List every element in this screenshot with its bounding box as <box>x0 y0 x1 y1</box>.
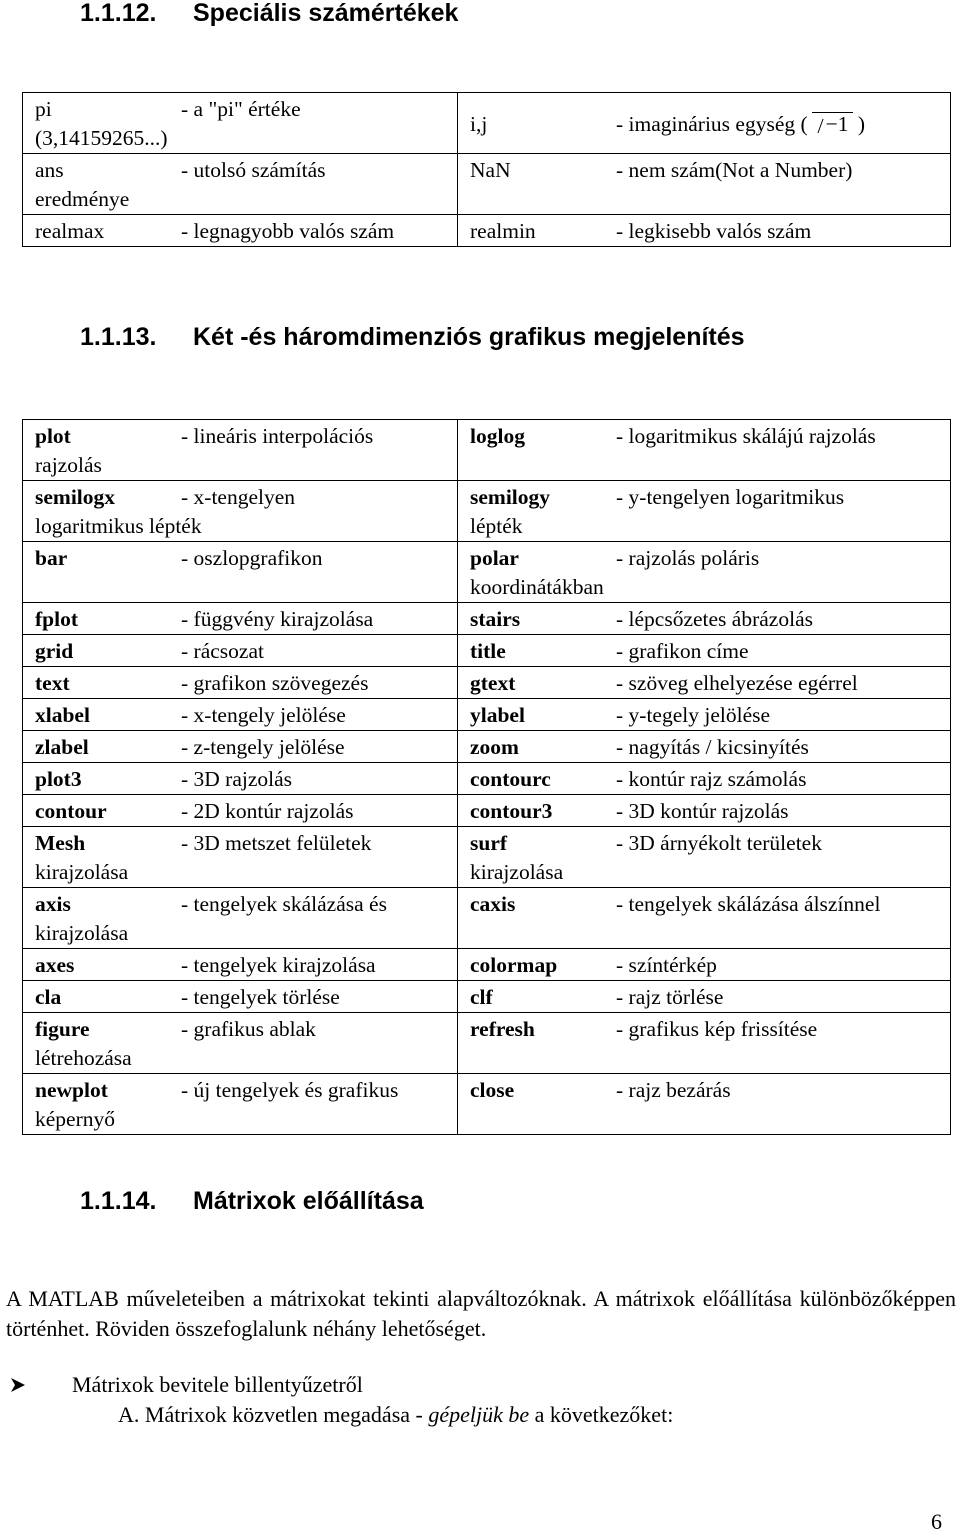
table-cell <box>458 420 951 481</box>
command-description: - grafikus ablak <box>181 1017 316 1041</box>
command-description: - nem szám(Not a Number) <box>616 158 853 182</box>
command-name: NaN <box>470 158 511 182</box>
table-cell <box>23 215 458 247</box>
table-cell <box>23 699 458 731</box>
command-description-continued: lépték <box>470 514 523 538</box>
table-row <box>23 542 951 603</box>
table-row <box>23 420 951 481</box>
section-title: Mátrixok előállítása <box>193 1187 424 1215</box>
command-description: - színtérkép <box>616 953 717 977</box>
table-cell <box>23 1074 458 1135</box>
command-name: refresh <box>470 1017 535 1041</box>
command-name: contour3 <box>470 799 553 823</box>
command-description-continued: rajzolás <box>35 453 102 477</box>
section-number: 1.1.14. <box>80 1187 157 1215</box>
command-description: - 3D árnyékolt területek <box>616 831 822 855</box>
command-description: - szöveg elhelyezése egérrel <box>616 671 858 695</box>
command-description: - rajz bezárás <box>616 1078 731 1102</box>
command-description: - 3D kontúr rajzolás <box>616 799 789 823</box>
table-cell <box>23 795 458 827</box>
command-name: text <box>35 671 70 695</box>
section-number: 1.1.12. <box>80 0 157 27</box>
table-row <box>23 215 951 247</box>
command-description: - legnagyobb valós szám <box>181 219 395 243</box>
table-row <box>23 888 951 949</box>
table-row <box>23 731 951 763</box>
command-description: - lépcsőzetes ábrázolás <box>616 607 813 631</box>
command-name: newplot <box>35 1078 108 1102</box>
command-description: - új tengelyek és grafikus <box>181 1078 399 1102</box>
bullet-text: Mátrixok bevitele billentyűzetről <box>72 1372 363 1397</box>
table-cell <box>23 981 458 1013</box>
command-description: - 2D kontúr rajzolás <box>181 799 354 823</box>
table-cell <box>23 154 458 215</box>
command-name: ylabel <box>470 703 525 727</box>
table-row <box>23 603 951 635</box>
table-row <box>23 635 951 667</box>
command-description-continued: (3,14159265...) <box>35 126 168 150</box>
command-name: clf <box>470 985 493 1009</box>
table-cell <box>23 603 458 635</box>
sub-item-prefix: A. Mátrixok közvetlen megadása - <box>118 1402 429 1427</box>
command-description: - nagyítás / kicsinyítés <box>616 735 809 759</box>
command-description-continued: koordinátákban <box>470 575 604 599</box>
table-cell <box>458 635 951 667</box>
command-description: - x-tengely jelölése <box>181 703 346 727</box>
command-name: fplot <box>35 607 78 631</box>
command-description-continued: logaritmikus lépték <box>35 514 202 538</box>
command-name: figure <box>35 1017 90 1041</box>
command-name: i,j <box>470 111 488 136</box>
table-cell <box>458 827 951 888</box>
command-description: - legkisebb valós szám <box>616 219 812 243</box>
table-cell <box>23 949 458 981</box>
command-name: contourc <box>470 767 551 791</box>
table-row <box>23 481 951 542</box>
table-cell <box>23 1013 458 1074</box>
command-name: ans <box>35 158 64 182</box>
table-cell <box>458 542 951 603</box>
command-description-continued: képernyő <box>35 1107 115 1131</box>
table-cell <box>458 731 951 763</box>
command-description: - grafikon szövegezés <box>181 671 369 695</box>
command-description-continued: kirajzolása <box>35 921 129 945</box>
command-description-continued: eredménye <box>35 187 130 211</box>
section-title: Speciális számértékek <box>193 0 459 27</box>
table-cell <box>458 481 951 542</box>
command-name: bar <box>35 546 68 570</box>
command-description: - z-tengely jelölése <box>181 735 345 759</box>
command-name: grid <box>35 639 74 663</box>
command-description: - a "pi" értéke <box>181 97 301 121</box>
command-name: axis <box>35 892 71 916</box>
command-name: axes <box>35 953 75 977</box>
command-name: realmin <box>470 219 536 243</box>
square-root-icon <box>812 112 853 135</box>
table-row <box>23 949 951 981</box>
command-description: - x-tengelyen <box>181 485 296 509</box>
command-name: plot3 <box>35 767 82 791</box>
command-name: realmax <box>35 219 105 243</box>
table-cell <box>458 763 951 795</box>
command-name: caxis <box>470 892 516 916</box>
command-description-continued: kirajzolása <box>35 860 129 884</box>
table-cell <box>23 420 458 481</box>
command-name: stairs <box>470 607 521 631</box>
command-name: xlabel <box>35 703 90 727</box>
table-cell <box>458 154 951 215</box>
intro-paragraph: A MATLAB műveleteiben a mátrixokat tekinti alapváltozóknak. A mátrixok előállítása különbözőképpen történhet. Röviden összefoglalunk néhány lehetőséget. <box>6 1286 956 1341</box>
table-row <box>23 667 951 699</box>
table-row <box>23 699 951 731</box>
table-cell <box>23 635 458 667</box>
table-row <box>23 1074 951 1135</box>
command-description: - tengelyek skálázása álszínnel <box>616 892 881 916</box>
command-name: zoom <box>470 735 519 759</box>
sub-item-suffix: a következőket: <box>529 1402 674 1427</box>
table-cell <box>458 795 951 827</box>
table-cell <box>458 981 951 1013</box>
command-description: - y-tegely jelölése <box>616 703 771 727</box>
table-cell <box>23 731 458 763</box>
table-row <box>23 154 951 215</box>
command-description: - imaginárius egység ( <box>616 111 808 136</box>
table-cell <box>458 1013 951 1074</box>
command-description: - függvény kirajzolása <box>181 607 374 631</box>
command-description: - kontúr rajz számolás <box>616 767 807 791</box>
table-row <box>23 1013 951 1074</box>
sub-item <box>118 1400 673 1430</box>
table-cell <box>23 93 458 154</box>
section-number: 1.1.13. <box>80 323 157 351</box>
command-name: plot <box>35 424 71 448</box>
sqrt-argument: −1 <box>825 111 849 136</box>
command-description: - rácsozat <box>181 639 264 663</box>
command-description-continued: létrehozása <box>35 1046 132 1070</box>
command-name: loglog <box>470 424 525 448</box>
command-description: - 3D rajzolás <box>181 767 293 791</box>
table-row <box>23 795 951 827</box>
table-cell <box>23 542 458 603</box>
table-cell <box>458 1074 951 1135</box>
command-name: semilogx <box>35 485 116 509</box>
table-cell <box>458 667 951 699</box>
table-row <box>23 981 951 1013</box>
sub-item-emphasis: gépeljük be <box>428 1402 530 1427</box>
command-description: - utolsó számítás <box>181 158 326 182</box>
command-description: - grafikus kép frissítése <box>616 1017 818 1041</box>
command-description: - y-tengelyen logaritmikus <box>616 485 845 509</box>
table-cell <box>23 481 458 542</box>
command-name: colormap <box>470 953 558 977</box>
table-row <box>23 827 951 888</box>
command-description: - lineáris interpolációs <box>181 424 374 448</box>
bullet-item <box>10 1370 363 1400</box>
command-description: - grafikon címe <box>616 639 749 663</box>
table-cell <box>458 93 951 154</box>
command-description: - tengelyek kirajzolása <box>181 953 376 977</box>
table-cell <box>458 888 951 949</box>
table-row <box>23 763 951 795</box>
table-cell <box>23 888 458 949</box>
section-heading-matrices <box>80 1187 424 1216</box>
command-name: cla <box>35 985 62 1009</box>
page-number: 6 <box>931 1509 942 1534</box>
command-name: contour <box>35 799 107 823</box>
command-name: pi <box>35 97 52 121</box>
command-description: - rajz törlése <box>616 985 724 1009</box>
table-cell <box>23 763 458 795</box>
command-description: - tengelyek skálázása és <box>181 892 387 916</box>
command-description: - rajzolás poláris <box>616 546 760 570</box>
arrowhead-bullet-icon <box>10 1370 72 1400</box>
table-row <box>23 93 951 154</box>
graphics-commands-table <box>22 419 951 1135</box>
command-description-continued: kirajzolása <box>470 860 564 884</box>
special-values-table <box>22 92 951 247</box>
command-name: title <box>470 639 506 663</box>
table-cell <box>23 827 458 888</box>
command-name: Mesh <box>35 831 86 855</box>
command-name: surf <box>470 831 508 855</box>
command-name: semilogy <box>470 485 551 509</box>
section-heading-graphics <box>80 323 745 352</box>
closing-paren: ) <box>857 111 866 136</box>
section-title: Két -és háromdimenziós grafikus megjelenítés <box>193 323 745 351</box>
command-name: gtext <box>470 671 516 695</box>
command-name: close <box>470 1078 515 1102</box>
table-cell <box>458 215 951 247</box>
command-name: polar <box>470 546 519 570</box>
command-description: - tengelyek törlése <box>181 985 340 1009</box>
table-cell <box>458 603 951 635</box>
table-cell <box>23 667 458 699</box>
command-description: - logaritmikus skálájú rajzolás <box>616 424 876 448</box>
section-heading-special-values <box>80 0 458 28</box>
command-description: - 3D metszet felületek <box>181 831 372 855</box>
command-name: zlabel <box>35 735 89 759</box>
command-description: - oszlopgrafikon <box>181 546 323 570</box>
table-cell <box>458 699 951 731</box>
table-cell <box>458 949 951 981</box>
